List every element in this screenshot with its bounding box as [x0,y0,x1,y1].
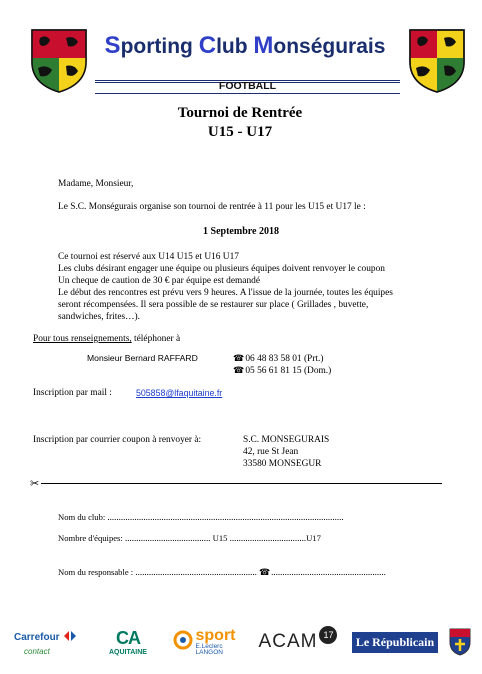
section-label: FOOTBALL [218,80,277,92]
event-title: Tournoi de Rentrée [177,105,303,121]
club-name-word: Monségurais [253,32,386,59]
leclerc-city: LANGON [195,649,223,656]
sponsor-acam-logo [258,622,338,662]
mail-link[interactable]: 505858@lfaquitaine.fr [136,388,223,398]
responsible-name-blank[interactable]: ...................................................... [135,567,257,577]
sponsor-credit-agricole-logo [103,622,153,662]
body-line: Un cheque de caution de 30 € par équipe est demandé [58,276,261,286]
acam-name: ACAM [258,631,318,652]
leclerc-name: E.Leclerc [195,642,223,650]
address-line: S.C. MONSEGURAIS [243,435,330,445]
carrefour-icon [63,629,77,647]
u15-label: U15 [212,533,228,543]
teams-field [58,532,321,544]
u17-label: U17 [306,533,321,543]
leclerc-icon [173,630,193,655]
phone-number-1: 06 48 83 58 01 (Prt.) [245,354,324,364]
club-name-word: Club [198,32,254,59]
address-line: 33580 MONSEGUR [243,459,322,469]
phone-icon: ☎ [233,353,245,363]
header-rule-bottom [95,93,400,94]
salutation: Madame, Monsieur, [58,179,134,189]
cut-line [32,483,442,484]
teams-field-label: Nombre d'équipes: [58,533,123,543]
sport-word: sport [195,626,236,644]
phone-line-2 [233,364,331,377]
contact-heading-rest: téléphoner à [131,334,181,344]
ca-mark: CA [116,628,140,648]
ca-name: AQUITAINE [109,649,147,656]
club-name-word: Sporting [104,32,199,59]
sponsor-town-crest [447,622,473,662]
club-crest-right [408,28,466,94]
carrefour-name: Carrefour [14,632,60,643]
intro-text: Le S.C. Monségurais organise son tournoi de rentrée à 11 pour les U15 et U17 le : [58,202,366,212]
club-name [95,32,395,60]
contact-person: Monsieur Bernard RAFFARD [87,353,198,363]
body-line: Les clubs désirant engager une équipe ou plusieurs équipes doivent renvoyer le coupon [58,264,385,274]
body-line: Ce tournoi est réservé aux U14 U15 et U16 U17 [58,252,239,262]
sponsor-leclerc-sport-logo [165,622,243,662]
address-line: 42, rue St Jean [243,447,299,457]
responsible-field [58,566,386,578]
responsible-field-label: Nom du responsable : [58,567,134,577]
u17-blank[interactable]: .................................. [229,533,307,543]
body-line: Le début des rencontres est prévu vers 9 heures. A l'issue de la journée, toutes les équipes [58,288,393,298]
responsible-phone-blank[interactable]: ................................................... [271,567,386,577]
republicain-name: Le Républicain [352,632,438,653]
contact-heading-underlined: Pour tous renseignements, [33,334,132,344]
event-date: 1 Septembre 2018 [203,226,279,237]
club-field-blank[interactable]: ......................................................................................................... [107,512,344,522]
mail-label: Inscription par mail : [33,388,112,398]
phone-number-2: 05 56 61 81 15 (Dom.) [245,366,332,376]
carrefour-tagline: contact [24,646,50,656]
club-field [58,511,344,523]
event-categories: U15 - U17 [207,124,273,140]
body-line: sandwiches, frites…). [58,312,141,322]
club-crest-left [30,28,88,94]
body-line: seront récompensées. Il sera possible de se restaurer sur place ( Grillades , buvette, [58,300,369,310]
u15-blank[interactable]: ...................................... [124,533,211,543]
scissors-icon: ✂ [30,478,40,490]
contact-heading [33,333,180,345]
sponsor-republicain-logo [351,622,439,662]
club-field-label: Nom du club: [58,512,106,522]
acam-badge: 17 [319,626,337,644]
phone-icon: ☎ [233,365,245,375]
phone-icon: ☎ [259,567,271,577]
post-label: Inscription par courrier coupon à renvoyer à: [33,435,202,445]
sponsor-carrefour-logo [14,622,90,662]
